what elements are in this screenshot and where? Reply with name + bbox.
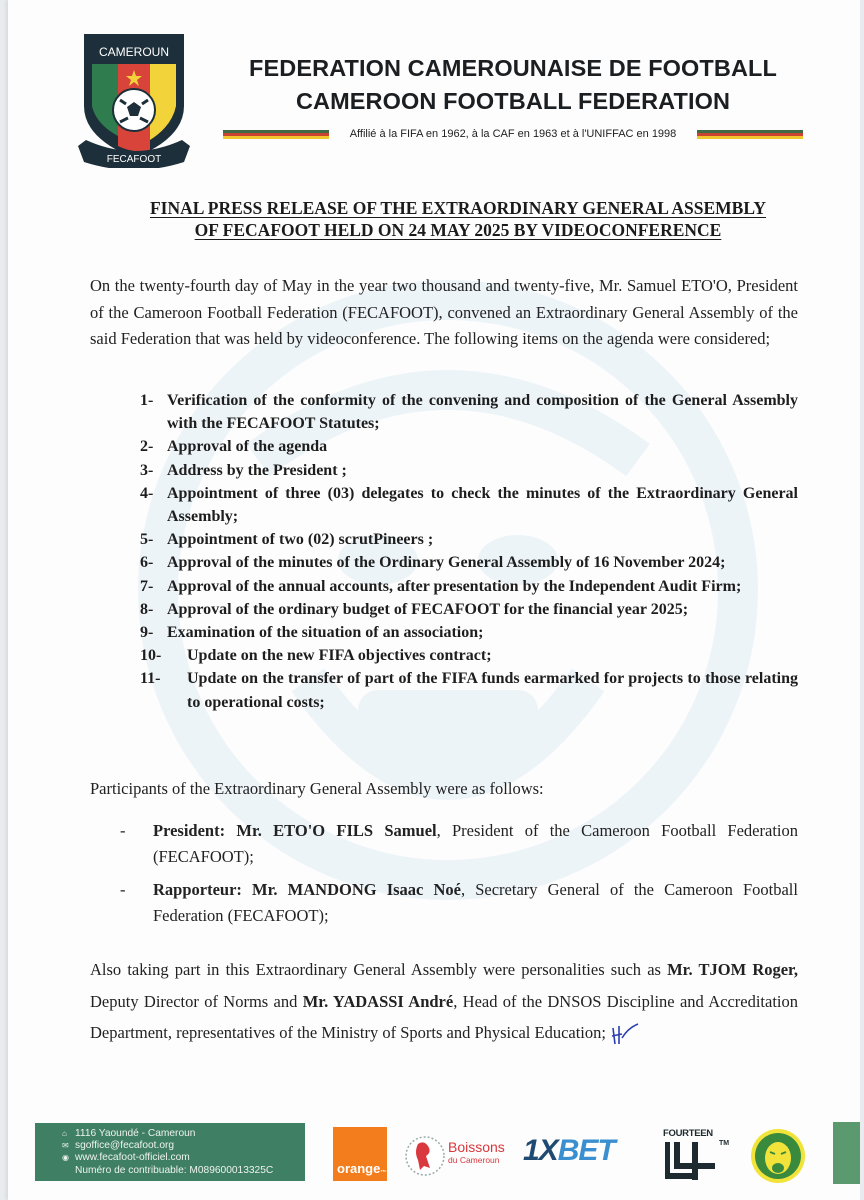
agenda-item-number: 11- — [140, 670, 161, 688]
agenda-item-number: 10- — [140, 647, 162, 665]
flag-stripe-left — [223, 130, 329, 139]
home-icon: ⌂ — [62, 1129, 67, 1138]
fourteen-text: FOURTEEN — [663, 1128, 713, 1139]
agenda-item — [140, 621, 798, 644]
intro-paragraph: On the twenty-fourth day of May in the year two thousand and twenty-five, Mr. Samuel ETO'O, President of the Cameroon Football Federation (FECAFOOT), convened an Extraordinary General Assembly of the said Federation that was held by videoconference. The following items on the agenda were considered; — [90, 276, 798, 348]
logo-top-text: CAMEROUN — [98, 45, 170, 59]
agenda-item-number: 6- — [140, 554, 154, 572]
agenda-item-text: Appointment of two (02) scrutPineers ; — [167, 531, 434, 549]
press-release-page — [8, 0, 860, 1200]
org-title-french: FEDERATION CAMEROUNAISE DE FOOTBALL — [249, 55, 777, 81]
boissons-text: Boissons — [448, 1139, 505, 1155]
agenda-item — [140, 598, 798, 621]
participants-intro: Participants of the Extraordinary General Assembly were as follows: — [90, 779, 544, 798]
agenda-item — [140, 482, 798, 528]
agenda-item-text: Approval of the minutes of the Ordinary General Assembly of 16 November 2024; — [167, 554, 726, 572]
envelope-icon: ✉ — [62, 1141, 69, 1151]
flag-stripe-right — [697, 130, 803, 139]
footer-address: 1116 Yaoundé - Cameroun — [75, 1128, 196, 1139]
affiliation-row — [223, 126, 803, 142]
document-title-line1: FINAL PRESS RELEASE OF THE EXTRAORDINARY GENERAL ASSEMBLY — [149, 198, 767, 218]
agenda-item-number: 4- — [140, 484, 154, 502]
participant-item — [120, 877, 798, 929]
agenda-item — [140, 435, 798, 458]
agenda-item-text: Approval of the annual accounts, after presentation by the Independent Audit Firm; — [167, 577, 742, 595]
footer-email[interactable]: sgoffice@fecafoot.org — [75, 1140, 175, 1152]
agenda-item-text: Update on the new FIFA objectives contract; — [187, 647, 492, 665]
agenda-item-number: 7- — [140, 577, 154, 595]
guest-name: Mr. YADASSI André — [302, 991, 454, 1011]
agenda-item-number: 1- — [140, 392, 154, 409]
agenda-item — [140, 644, 798, 667]
affiliation-text: Affilié à la FIFA en 1962, à la CAF en 1963 et à l'UNIFFAC en 1998 — [349, 128, 677, 140]
agenda-item-number: 3- — [140, 461, 154, 479]
agenda-item-number: 2- — [140, 438, 154, 456]
closing-paragraph — [90, 954, 798, 1049]
fecafoot-crest-logo — [76, 28, 192, 168]
document-title-line2: OF FECAFOOT HELD ON 24 MAY 2025 BY VIDEOCONFERENCE — [194, 220, 722, 240]
footer-contact-block — [35, 1123, 305, 1181]
agenda-item-number: 9- — [140, 624, 154, 642]
fourteen-14-mark-icon — [665, 1140, 729, 1182]
agenda-item-text: Approval of the ordinary budget of FECAFOOT for the financial year 2025; — [167, 600, 689, 618]
lion-cap-icon — [404, 1130, 446, 1182]
agenda-item-number: 5- — [140, 531, 154, 549]
fourteen-sponsor-logo — [663, 1128, 738, 1188]
closing-text: , Head of the DNSOS Discipline and Accreditation Department, representatives of the Ministry of Sports and Physical Education; — [90, 991, 799, 1042]
guest-name: Mr. TJOM Roger, — [667, 960, 798, 979]
initials-signature-icon — [610, 1022, 640, 1046]
bullet-dash: - — [120, 880, 126, 899]
participant-description: , President of the Cameroon Football Federation (FECAFOOT); — [153, 821, 798, 866]
orange-logo-text: orange — [337, 1161, 381, 1176]
document-title — [108, 197, 808, 241]
agenda-item-text: Examination of the situation of an association; — [167, 624, 484, 642]
agenda-item — [140, 667, 798, 713]
participant-role-name: Rapporteur: Mr. MANDONG Isaac Noé — [153, 880, 461, 899]
organization-title — [218, 52, 808, 118]
orange-sponsor-logo — [333, 1127, 387, 1181]
agenda-item — [140, 575, 798, 598]
agenda-item-number: 8- — [140, 600, 154, 618]
participants-list — [120, 818, 798, 936]
agenda-list — [140, 389, 798, 714]
participant-description: , Secretary General of the Cameroon Football Federation (FECAFOOT); — [153, 880, 798, 925]
closing-text: Also taking part in this Extraordinary General Assembly were personalities such as — [90, 960, 668, 979]
agenda-item-text: Appointment of three (03) delegates to check the minutes of the Extraordinary General Assembly; — [167, 484, 798, 526]
fourteen-tm: TM — [719, 1140, 730, 1147]
agenda-item — [140, 551, 798, 574]
org-title-english: CAMEROON FOOTBALL FEDERATION — [295, 88, 731, 114]
agenda-item-text: Update on the transfer of part of the FIFA funds earmarked for projects to those relating to operational costs; — [187, 670, 798, 711]
1xbet-bet: BET — [557, 1134, 615, 1167]
bullet-dash: - — [120, 821, 126, 840]
boissons-subtext: du Cameroun — [448, 1155, 500, 1165]
footer-website[interactable]: www.fecafoot-officiel.com — [75, 1152, 190, 1164]
agenda-item — [140, 459, 798, 482]
participant-role-name: President: Mr. ETO'O FILS Samuel — [153, 821, 437, 840]
agenda-item-text: Address by the President ; — [167, 461, 347, 479]
agenda-item-text: Approval of the agenda — [167, 438, 328, 456]
participant-item — [120, 818, 798, 870]
agenda-item — [140, 528, 798, 551]
1xbet-1x: 1X — [523, 1134, 558, 1167]
1xbet-sponsor-logo — [523, 1134, 615, 1168]
logo-bottom-text: FECAFOOT — [106, 154, 162, 165]
globe-icon: ◉ — [62, 1153, 69, 1163]
closing-text: Deputy Director of Norms and — [90, 991, 303, 1011]
agenda-item-text: Verification of the conformity of the convening and composition of the General Assembly with the FECAFOOT Statutes; — [167, 392, 798, 433]
lion-emblem-logo — [750, 1128, 806, 1184]
boissons-du-cameroun-logo — [404, 1130, 512, 1182]
agenda-item — [140, 389, 798, 435]
footer-taxpayer-number: Numéro de contribuable: M089600013325C — [75, 1164, 274, 1176]
green-accent-block — [833, 1122, 860, 1184]
orange-tm: ™ — [380, 1170, 387, 1176]
